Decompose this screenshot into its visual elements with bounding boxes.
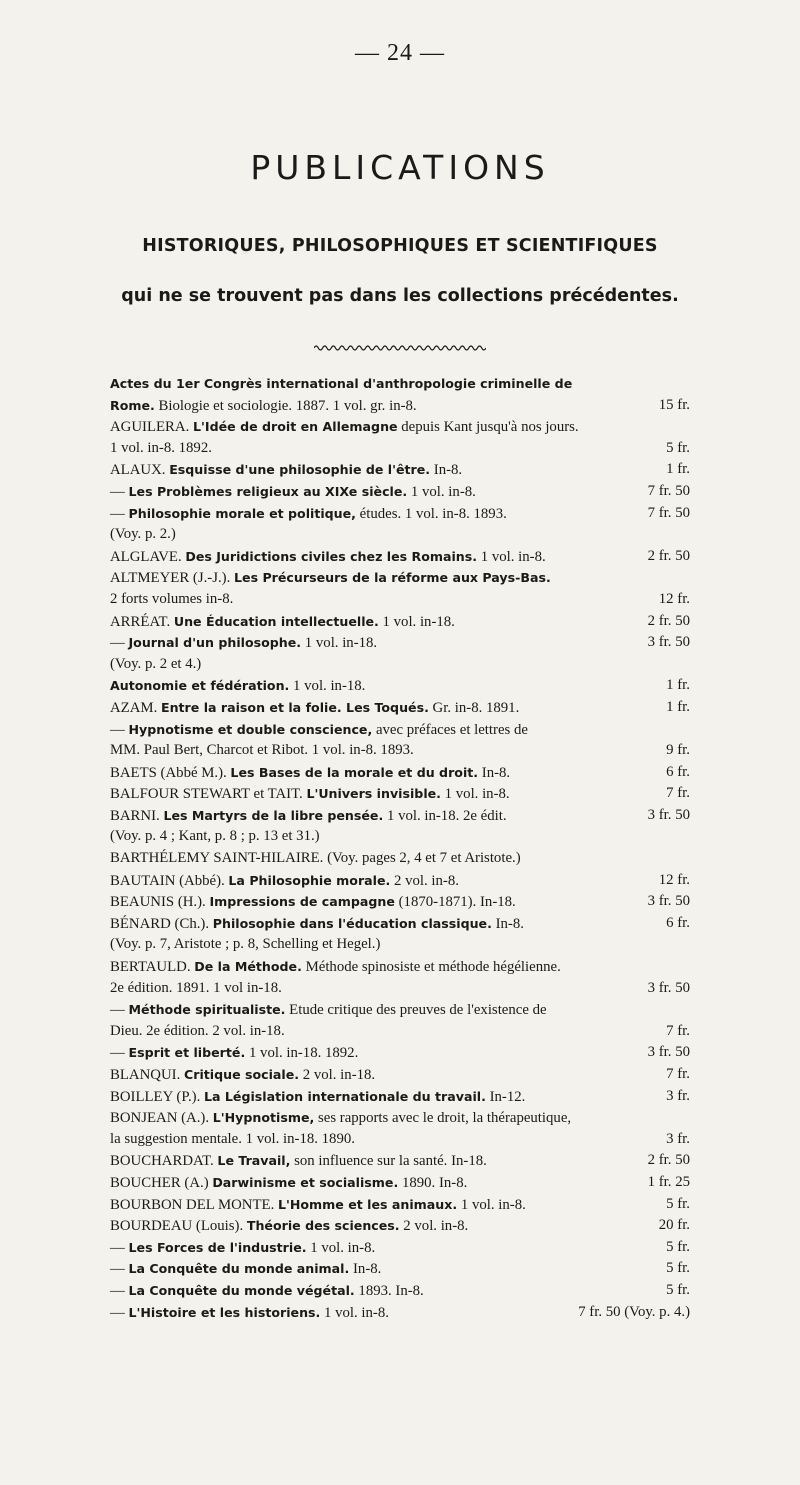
entry-text <box>110 419 579 435</box>
entry-details: 1893. In-8. <box>354 1282 424 1299</box>
entry-price: 5 fr. <box>666 439 690 456</box>
entry-text <box>110 980 282 996</box>
page-subtitle-note: qui ne se trouvent pas dans les collections précédentes. <box>121 286 679 306</box>
entry-price: 1 fr. <box>666 677 690 694</box>
entry-title: Critique sociale. <box>183 1067 300 1082</box>
entry-details: son influence sur la santé. In-18. <box>290 1153 487 1170</box>
entry-price: 1 fr. 25 <box>647 1173 690 1190</box>
entry-text <box>110 549 546 565</box>
entry-details: In-8. <box>491 915 524 932</box>
entry-author: BÉNARD (Ch.). <box>110 915 213 932</box>
entry-price: 7 fr. <box>666 1066 690 1082</box>
entry-details: 2 vol. in-18. <box>299 1067 376 1083</box>
list-item <box>110 740 690 762</box>
entry-title: L'Univers invisible. <box>306 786 441 802</box>
list-item <box>110 848 690 870</box>
entry-title: Actes du 1er Congrès international d'anthropologie criminelle de <box>110 376 573 391</box>
list-item <box>110 459 690 481</box>
entry-text <box>110 526 176 542</box>
entry-title: Théorie des sciences. <box>246 1218 400 1234</box>
entry-title: Philosophie morale et politique, <box>128 505 356 521</box>
entry-text <box>110 936 380 952</box>
list-item <box>110 956 690 978</box>
entry-title: Darwinisme et socialisme. <box>212 1174 399 1190</box>
list-item <box>110 567 690 589</box>
entry-price: 12 fr. <box>658 871 690 888</box>
entry-details: avec préfaces et lettres de <box>372 721 528 738</box>
list-item <box>110 481 690 503</box>
entry-title: Journal d'un philosophe. <box>128 635 302 651</box>
list-item <box>110 1042 690 1064</box>
entry-title: Impressions de campagne <box>209 894 395 910</box>
list-item <box>110 719 690 741</box>
entry-title: Esprit et liberté. <box>128 1045 246 1061</box>
entry-details: 1 vol. in-18. 2e édit. <box>383 807 507 824</box>
entry-text <box>110 1110 571 1126</box>
entry-author: BARNI. <box>110 807 164 824</box>
list-item <box>110 1129 690 1151</box>
list-item <box>110 654 690 676</box>
entry-author: AZAM. <box>110 699 161 716</box>
entry-text <box>110 850 521 866</box>
entry-text <box>110 959 561 975</box>
entry-title: L'Homme et les animaux. <box>277 1196 458 1212</box>
list-item <box>110 503 690 525</box>
entry-text <box>110 765 510 781</box>
list-item <box>110 395 690 417</box>
entry-author: BOUCHER (A.) <box>110 1174 213 1191</box>
entry-text <box>110 1045 358 1061</box>
entry-title: Rome. <box>110 397 155 413</box>
page-title: PUBLICATIONS <box>250 148 550 187</box>
entry-author: 2e édition. 1891. 1 vol in-18. <box>110 979 282 996</box>
entry-text <box>110 1240 375 1256</box>
list-item <box>110 826 690 848</box>
entry-details: Méthode spinosiste et méthode hégélienne. <box>301 959 561 976</box>
list-item <box>110 1258 690 1280</box>
entry-author: (Voy. p. 7, Aristote ; p. 8, Schelling et Hegel.) <box>110 936 381 953</box>
entry-price: 7 fr. 50 <box>647 504 690 521</box>
list-item <box>110 1064 690 1086</box>
entry-details: depuis Kant jusqu'à nos jours. <box>397 419 579 436</box>
entry-text <box>110 656 201 672</box>
list-item <box>110 524 690 546</box>
entry-author: BEAUNIS (H.). <box>110 894 210 911</box>
entry-text <box>110 1197 526 1213</box>
entry-text <box>110 1002 547 1018</box>
entry-price: 3 fr. <box>666 1130 690 1147</box>
list-item <box>110 611 690 633</box>
entry-price: 15 fr. <box>658 396 690 413</box>
list-item <box>110 978 690 1000</box>
list-item <box>110 999 690 1021</box>
entry-text <box>110 1283 424 1299</box>
entry-title: Philosophie dans l'éducation classique. <box>212 915 492 931</box>
entry-author: ALGLAVE. <box>110 548 186 565</box>
entry-author: 2 forts volumes in-8. <box>110 590 234 607</box>
entry-price: 1 fr. <box>666 461 690 478</box>
entry-text <box>110 1218 468 1234</box>
entry-details: Biologie et sociologie. 1887. 1 vol. gr. in-8. <box>154 397 417 414</box>
list-item <box>110 1107 690 1129</box>
entry-details: 1 vol. in-18. 1892. <box>245 1045 359 1062</box>
list-item <box>110 1172 690 1194</box>
entry-author: BERTAULD. <box>110 959 195 976</box>
entry-details: ses rapports avec le droit, la thérapeutique, <box>314 1110 572 1127</box>
entry-title: La Philosophie morale. <box>228 872 391 888</box>
entry-author: BARTHÉLEMY SAINT-HILAIRE. (Voy. pages 2, 4 et 7 et Aristote.) <box>110 850 521 867</box>
entry-details: 1 vol. in-8. <box>477 548 546 565</box>
entry-text <box>110 462 462 478</box>
entry-text <box>110 1305 389 1321</box>
entry-text <box>110 635 377 651</box>
entry-title: La Conquête du monde animal. <box>128 1261 350 1277</box>
entry-title: Esquisse d'une philosophie de l'être. <box>169 462 431 478</box>
entry-price: 3 fr. 50 <box>647 806 690 823</box>
entry-text <box>110 678 365 694</box>
entry-text <box>110 722 528 738</box>
entry-title: Les Bases de la morale et du droit. <box>230 764 479 780</box>
list-item <box>110 913 690 935</box>
entry-details: 1 vol. in-8. <box>457 1196 526 1213</box>
entry-title: Les Forces de l'industrie. <box>128 1239 307 1255</box>
entry-text <box>110 1089 525 1105</box>
publication-list <box>110 373 690 1323</box>
entry-details: Etude critique des preuves de l'existence de <box>285 1002 547 1019</box>
entry-details: 1 vol. in-18. <box>289 678 366 695</box>
list-item <box>110 783 690 805</box>
entry-author: 1 vol. in-8. 1892. <box>110 439 212 456</box>
entry-details: 2 vol. in-8. <box>399 1218 469 1235</box>
entry-text <box>110 570 551 586</box>
entry-text <box>110 700 519 716</box>
entry-text <box>110 440 212 456</box>
entry-author: — <box>110 1261 129 1278</box>
entry-text <box>110 398 417 414</box>
entry-title: L'Hypnotisme, <box>212 1110 315 1126</box>
entry-price: 3 fr. 50 <box>647 1044 690 1061</box>
entry-author: BOUCHARDAT. <box>110 1153 218 1170</box>
entry-text <box>110 1023 285 1039</box>
entry-price: 7 fr. <box>666 1022 690 1039</box>
entry-title: La Législation internationale du travail. <box>203 1088 486 1104</box>
entry-text <box>110 506 507 522</box>
entry-author: Dieu. 2e édition. 2 vol. in-18. <box>110 1022 285 1039</box>
entry-author: — <box>110 1045 129 1062</box>
entry-author: BONJEAN (A.). <box>110 1110 213 1127</box>
entry-text <box>110 828 320 844</box>
entry-title: Les Problèmes religieux au XIXe siècle. <box>128 483 408 499</box>
entry-text <box>110 1175 467 1191</box>
entry-price: 12 fr. <box>658 590 690 607</box>
entry-author: — <box>110 505 129 522</box>
page-subtitle: HISTORIQUES, PHILOSOPHIQUES ET SCIENTIFIQUES <box>142 236 658 256</box>
page-number: — 24 — <box>355 40 445 66</box>
list-item <box>110 1215 690 1237</box>
entry-text <box>110 1153 487 1169</box>
entry-author: (Voy. p. 4 ; Kant, p. 8 ; p. 13 et 31.) <box>110 828 320 845</box>
entry-price: 5 fr. <box>666 1238 690 1255</box>
list-item <box>110 870 690 892</box>
entry-author: ALTMEYER (J.-J.). <box>110 570 234 587</box>
list-item <box>110 762 690 784</box>
list-item <box>110 632 690 654</box>
entry-text <box>110 808 507 824</box>
entry-title: Les Martyrs de la libre pensée. <box>163 807 384 823</box>
list-item <box>110 1086 690 1108</box>
entry-author: — <box>110 1002 129 1019</box>
entry-price: 20 fr. <box>658 1217 690 1234</box>
entry-title: Une Éducation intellectuelle. <box>173 613 379 629</box>
entry-author: MM. Paul Bert, Charcot et Ribot. 1 vol. in-8. 1893. <box>110 742 414 759</box>
entry-author: ARRÉAT. <box>110 613 174 630</box>
entry-author: BOILLEY (P.). <box>110 1088 204 1105</box>
entry-title: Méthode spiritualiste. <box>128 1002 286 1018</box>
entry-text <box>110 591 233 607</box>
list-item <box>110 891 690 913</box>
entry-author: BOURBON DEL MONTE. <box>110 1196 278 1213</box>
list-item <box>110 546 690 568</box>
entry-author: — <box>110 1304 129 1321</box>
entry-details: Gr. in-8. 1891. <box>428 699 520 716</box>
entry-title: La Conquête du monde végétal. <box>128 1282 355 1298</box>
entry-details: In-8. <box>349 1261 382 1278</box>
entry-author: — <box>110 1282 129 1299</box>
entry-details: 2 vol. in-8. <box>390 872 459 889</box>
entry-text <box>110 1131 355 1147</box>
entry-text <box>110 614 455 630</box>
list-item <box>110 416 690 438</box>
list-item <box>110 934 690 956</box>
entry-title: Hypnotisme et double conscience, <box>128 721 373 737</box>
entry-title: Autonomie et fédération. <box>110 678 290 694</box>
entry-price: 3 fr. <box>666 1087 690 1104</box>
list-item <box>110 1021 690 1043</box>
entry-author: BAETS (Abbé M.). <box>110 764 231 781</box>
entry-price: 1 fr. <box>666 698 690 715</box>
entry-text <box>110 786 510 802</box>
entry-details: (1870-1871). In-18. <box>394 894 516 911</box>
entry-price: 2 fr. 50 <box>647 612 690 629</box>
entry-details: études. 1 vol. in-8. 1893. <box>355 505 507 522</box>
entry-text <box>110 1067 375 1083</box>
list-item <box>110 697 690 719</box>
entry-text <box>110 894 516 910</box>
entry-title: Les Précurseurs de la réforme aux Pays-Bas. <box>234 570 551 586</box>
entry-text <box>110 742 414 758</box>
list-item <box>110 438 690 460</box>
entry-price: 2 fr. 50 <box>647 1152 690 1169</box>
entry-author: BLANQUI. <box>110 1067 184 1083</box>
entry-title: Le Travail, <box>217 1153 291 1169</box>
list-item <box>110 589 690 611</box>
entry-author: BOURDEAU (Louis). <box>110 1218 247 1235</box>
entry-price: 3 fr. 50 <box>647 979 690 996</box>
list-item <box>110 1194 690 1216</box>
entry-price: 6 fr. <box>666 914 690 931</box>
entry-title: De la Méthode. <box>194 959 302 975</box>
list-item <box>110 1237 690 1259</box>
entry-details: In-12. <box>485 1088 526 1105</box>
entry-details: 1 vol. in-8. <box>440 786 510 803</box>
entry-price: 3 fr. 50 <box>647 634 690 651</box>
list-item <box>110 805 690 827</box>
entry-text <box>110 916 524 932</box>
list-item <box>110 1280 690 1302</box>
entry-details: 1 vol. in-18. <box>301 635 378 652</box>
entry-author: — <box>110 721 129 738</box>
entry-title: L'Histoire et les historiens. <box>128 1304 321 1320</box>
entry-author: (Voy. p. 2.) <box>110 526 176 543</box>
entry-price: 3 fr. 50 <box>647 893 690 910</box>
entry-details: In-8. <box>478 764 511 781</box>
entry-author: AGUILERA. <box>110 419 194 436</box>
list-item <box>110 1150 690 1172</box>
entry-details: 1 vol. in-8. <box>320 1304 389 1321</box>
entry-author: — <box>110 483 129 500</box>
entry-author: — <box>110 1239 129 1256</box>
entry-text <box>110 376 572 392</box>
entry-author: BALFOUR STEWART et TAIT. <box>110 786 307 803</box>
entry-title: Entre la raison et la folie. Les Toqués. <box>160 699 429 715</box>
entry-details: 1890. In-8. <box>398 1174 468 1191</box>
entry-author: ALAUX. <box>110 462 170 479</box>
entry-author: — <box>110 635 129 652</box>
entry-title: L'Idée de droit en Allemagne <box>193 419 398 435</box>
list-item <box>110 373 690 395</box>
entry-price: 7 fr. <box>666 785 690 802</box>
entry-price: 2 fr. 50 <box>647 547 690 564</box>
entry-price: 7 fr. 50 (Voy. p. 4.) <box>578 1303 690 1320</box>
entry-text <box>110 873 459 889</box>
entry-price: 7 fr. 50 <box>647 482 690 499</box>
entry-details: In-8. <box>430 462 463 479</box>
entry-title: Des Juridictions civiles chez les Romains. <box>185 548 478 564</box>
entry-price: 5 fr. <box>666 1195 690 1212</box>
entry-details: 1 vol. in-8. <box>306 1239 376 1256</box>
wavy-divider <box>314 344 486 352</box>
entry-details: 1 vol. in-18. <box>378 613 455 630</box>
entry-author: BAUTAIN (Abbé). <box>110 872 229 889</box>
entry-author: la suggestion mentale. 1 vol. in-18. 1890. <box>110 1130 355 1147</box>
list-item <box>110 1302 690 1324</box>
entry-text <box>110 1261 381 1277</box>
entry-details: 1 vol. in-8. <box>407 483 476 500</box>
list-item <box>110 675 690 697</box>
entry-price: 5 fr. <box>666 1281 690 1298</box>
entry-price: 5 fr. <box>666 1260 690 1277</box>
entry-price: 6 fr. <box>666 763 690 780</box>
entry-price: 9 fr. <box>666 742 690 759</box>
entry-text <box>110 484 476 500</box>
entry-author: (Voy. p. 2 et 4.) <box>110 655 202 672</box>
